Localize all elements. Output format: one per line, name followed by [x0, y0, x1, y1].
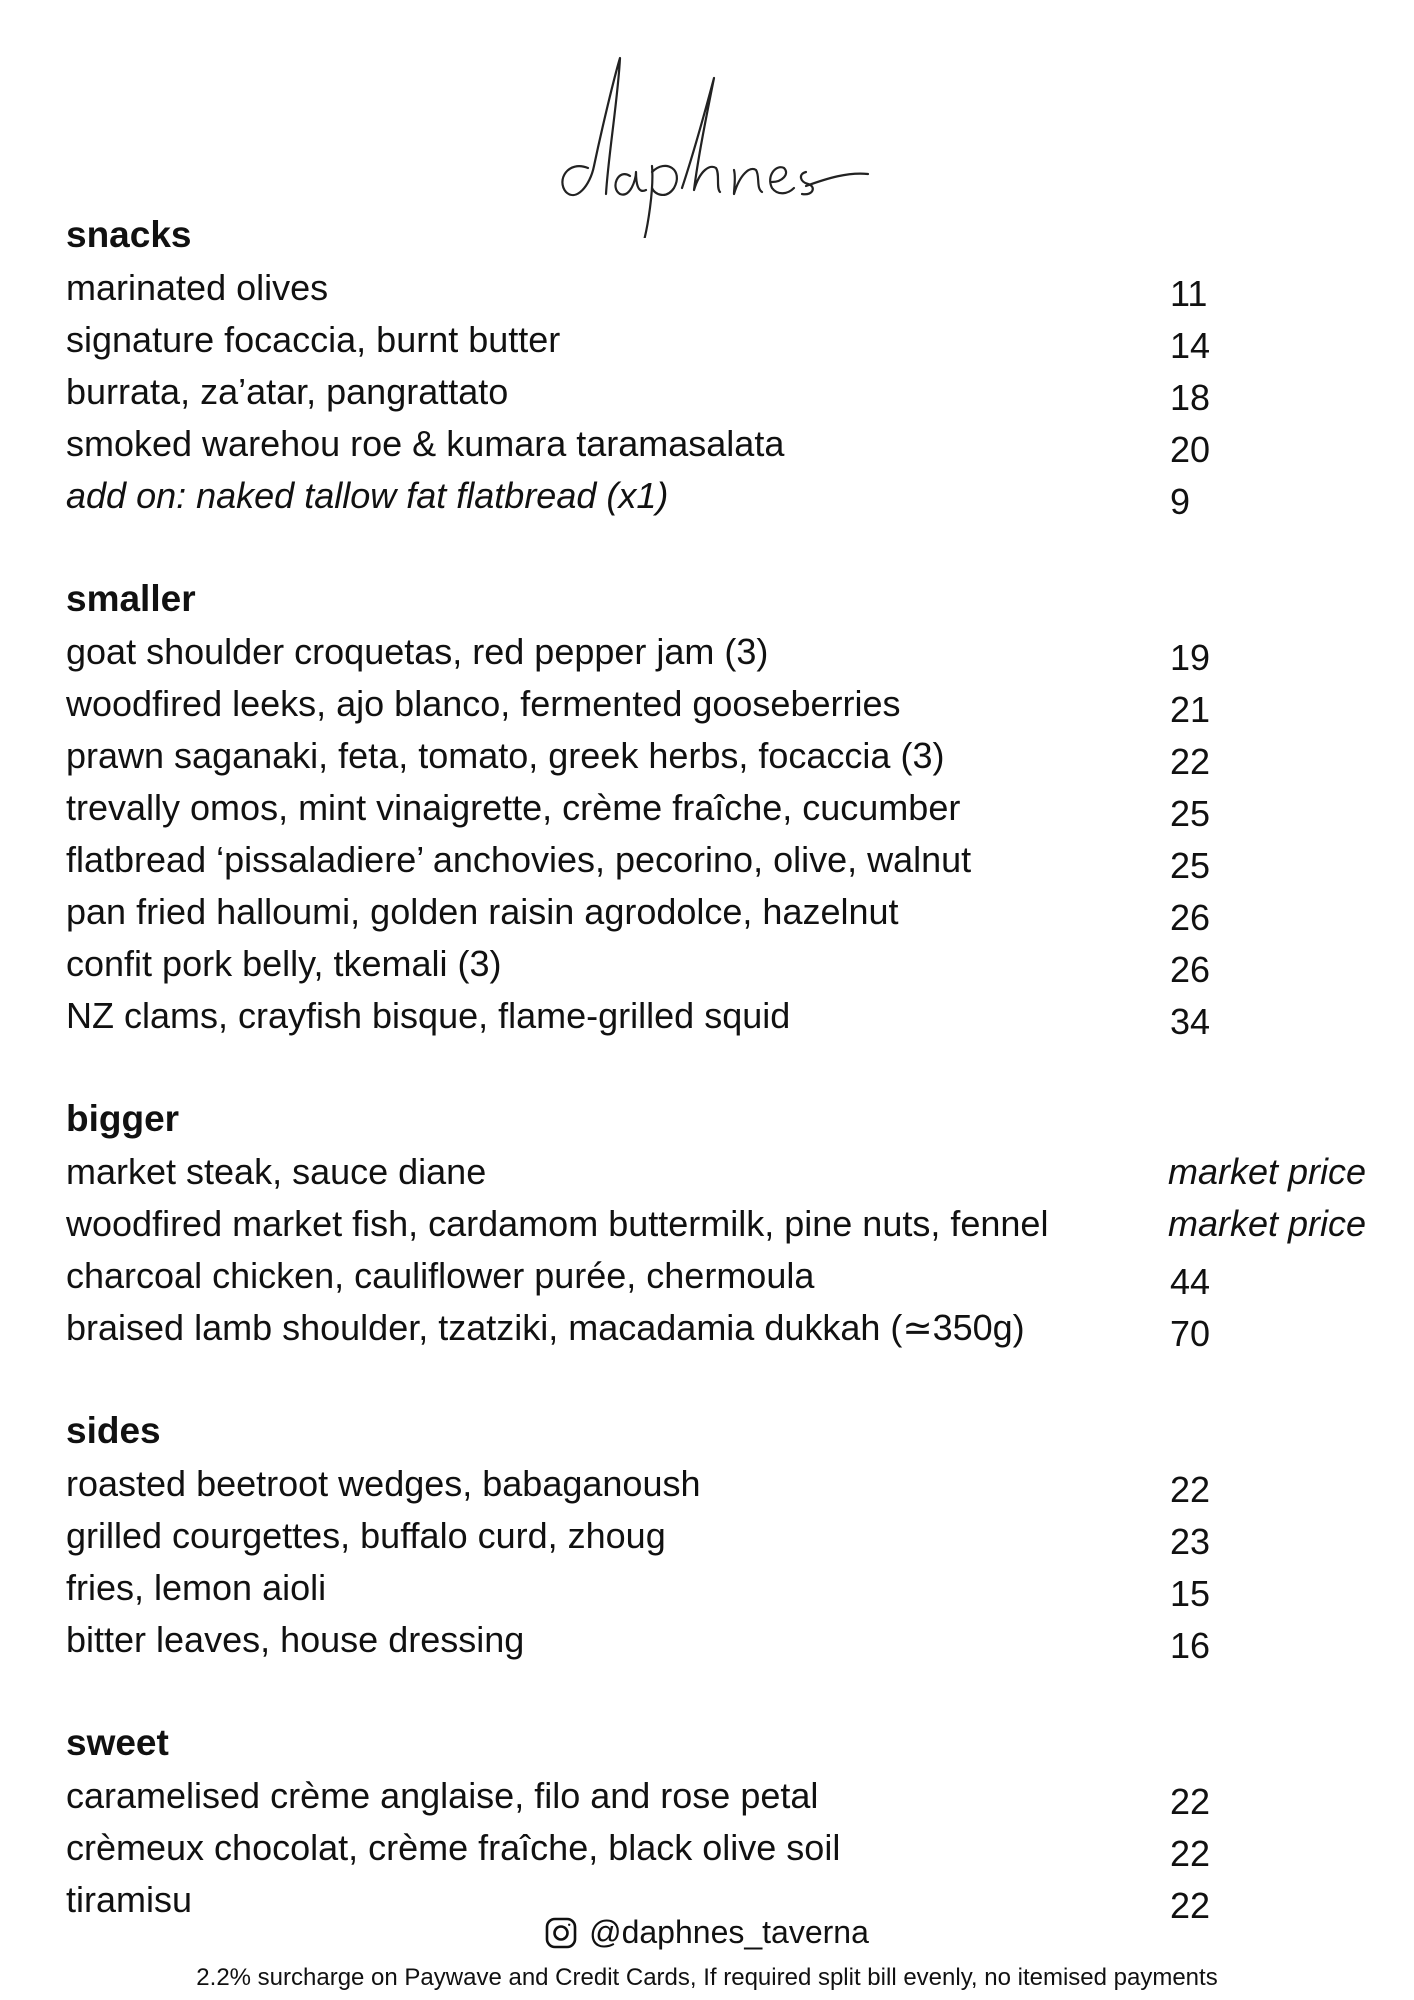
item-name: charcoal chicken, cauliflower purée, chermoula	[66, 1255, 815, 1296]
menu-item-addon	[66, 470, 1396, 522]
item-price: 25	[1170, 845, 1211, 886]
item-price: market price	[1168, 1151, 1367, 1192]
item-price: 23	[1170, 1521, 1211, 1562]
item-price: 25	[1170, 793, 1211, 834]
item-name: burrata, za’atar, pangrattato	[66, 371, 509, 412]
section-title: snacks	[66, 214, 192, 255]
menu-item	[66, 262, 1396, 314]
menu-item	[66, 1822, 1396, 1874]
menu-item	[66, 938, 1396, 990]
item-name: smoked warehou roe & kumara taramasalata	[66, 423, 785, 464]
item-price: 26	[1170, 949, 1211, 990]
item-name: fries, lemon aioli	[66, 1567, 327, 1608]
menu-item	[66, 1458, 1396, 1510]
instagram-handle	[0, 1910, 1414, 1954]
item-price: 22	[1170, 1469, 1211, 1510]
menu-item	[66, 1770, 1396, 1822]
item-name: pan fried halloumi, golden raisin agrodolce, hazelnut	[66, 891, 899, 932]
menu-section-smaller	[66, 574, 1396, 1042]
item-price: 22	[1170, 741, 1211, 782]
item-price: 14	[1170, 325, 1211, 366]
menu-item	[66, 1198, 1396, 1250]
item-name: signature focaccia, burnt butter	[66, 319, 561, 360]
item-name: woodfired leeks, ajo blanco, fermented gooseberries	[66, 683, 901, 724]
item-name: add on: naked tallow fat flatbread (x1)	[66, 475, 669, 516]
item-price: 22	[1170, 1833, 1211, 1874]
item-price: 19	[1170, 637, 1211, 678]
menu-item	[66, 834, 1396, 886]
item-price: 22	[1170, 1781, 1211, 1822]
payment-note: 2.2% surcharge on Paywave and Credit Cards, If required split bill evenly, no itemised payments	[196, 1964, 1218, 1991]
item-price: 34	[1170, 1001, 1211, 1042]
item-price: 20	[1170, 429, 1211, 470]
item-name: bitter leaves, house dressing	[66, 1619, 525, 1660]
item-name: woodfired market fish, cardamom buttermilk, pine nuts, fennel	[66, 1203, 1049, 1244]
item-price: 44	[1170, 1261, 1211, 1302]
item-price: 9	[1170, 481, 1191, 522]
menu-section-snacks	[66, 210, 1396, 522]
menu-section-sweet	[66, 1718, 1396, 1926]
menu-item	[66, 314, 1396, 366]
menu-item	[66, 1510, 1396, 1562]
menu-item	[66, 366, 1396, 418]
instagram-icon	[545, 1916, 577, 1948]
item-name: confit pork belly, tkemali (3)	[66, 943, 502, 984]
item-name: prawn saganaki, feta, tomato, greek herbs, focaccia (3)	[66, 735, 945, 776]
item-price: 15	[1170, 1573, 1211, 1614]
menu-item	[66, 1146, 1396, 1198]
menu-item	[66, 730, 1396, 782]
item-price: 11	[1170, 273, 1208, 314]
item-price: 26	[1170, 897, 1211, 938]
section-title: sides	[66, 1410, 161, 1451]
item-name: NZ clams, crayfish bisque, flame-grilled squid	[66, 995, 791, 1036]
item-name: trevally omos, mint vinaigrette, crème fraîche, cucumber	[66, 787, 961, 828]
item-name: marinated olives	[66, 267, 329, 308]
item-price: 21	[1170, 689, 1211, 730]
instagram-handle-text: @daphnes_taverna	[589, 1914, 869, 1950]
item-name: roasted beetroot wedges, babaganoush	[66, 1463, 701, 1504]
menu-item	[66, 678, 1396, 730]
section-title: smaller	[66, 578, 196, 619]
menu-item	[66, 1250, 1396, 1302]
menu-item	[66, 782, 1396, 834]
item-name: flatbread ‘pissaladiere’ anchovies, pecorino, olive, walnut	[66, 839, 972, 880]
section-title: sweet	[66, 1722, 169, 1763]
item-price: 18	[1170, 377, 1211, 418]
item-name: tiramisu	[66, 1879, 193, 1920]
menu-item	[66, 418, 1396, 470]
item-name: caramelised crème anglaise, filo and rose petal	[66, 1775, 819, 1816]
menu-item	[66, 1302, 1396, 1354]
item-price: 70	[1170, 1313, 1211, 1354]
menu-section-sides	[66, 1406, 1396, 1666]
item-name: market steak, sauce diane	[66, 1151, 487, 1192]
item-price: market price	[1168, 1203, 1367, 1244]
item-price: 16	[1170, 1625, 1211, 1666]
menu-section-bigger	[66, 1094, 1396, 1354]
item-name: braised lamb shoulder, tzatziki, macadamia dukkah (≃350g)	[66, 1307, 1025, 1348]
section-title: bigger	[66, 1098, 180, 1139]
item-name: grilled courgettes, buffalo curd, zhoug	[66, 1515, 666, 1556]
item-name: goat shoulder croquetas, red pepper jam (3)	[66, 631, 769, 672]
menu-item	[66, 626, 1396, 678]
item-price: 22	[1170, 1885, 1211, 1926]
menu-item	[66, 886, 1396, 938]
menu	[66, 210, 1396, 1926]
menu-item	[66, 990, 1396, 1042]
item-name: crèmeux chocolat, crème fraîche, black olive soil	[66, 1827, 841, 1868]
menu-item	[66, 1614, 1396, 1666]
menu-item	[66, 1562, 1396, 1614]
